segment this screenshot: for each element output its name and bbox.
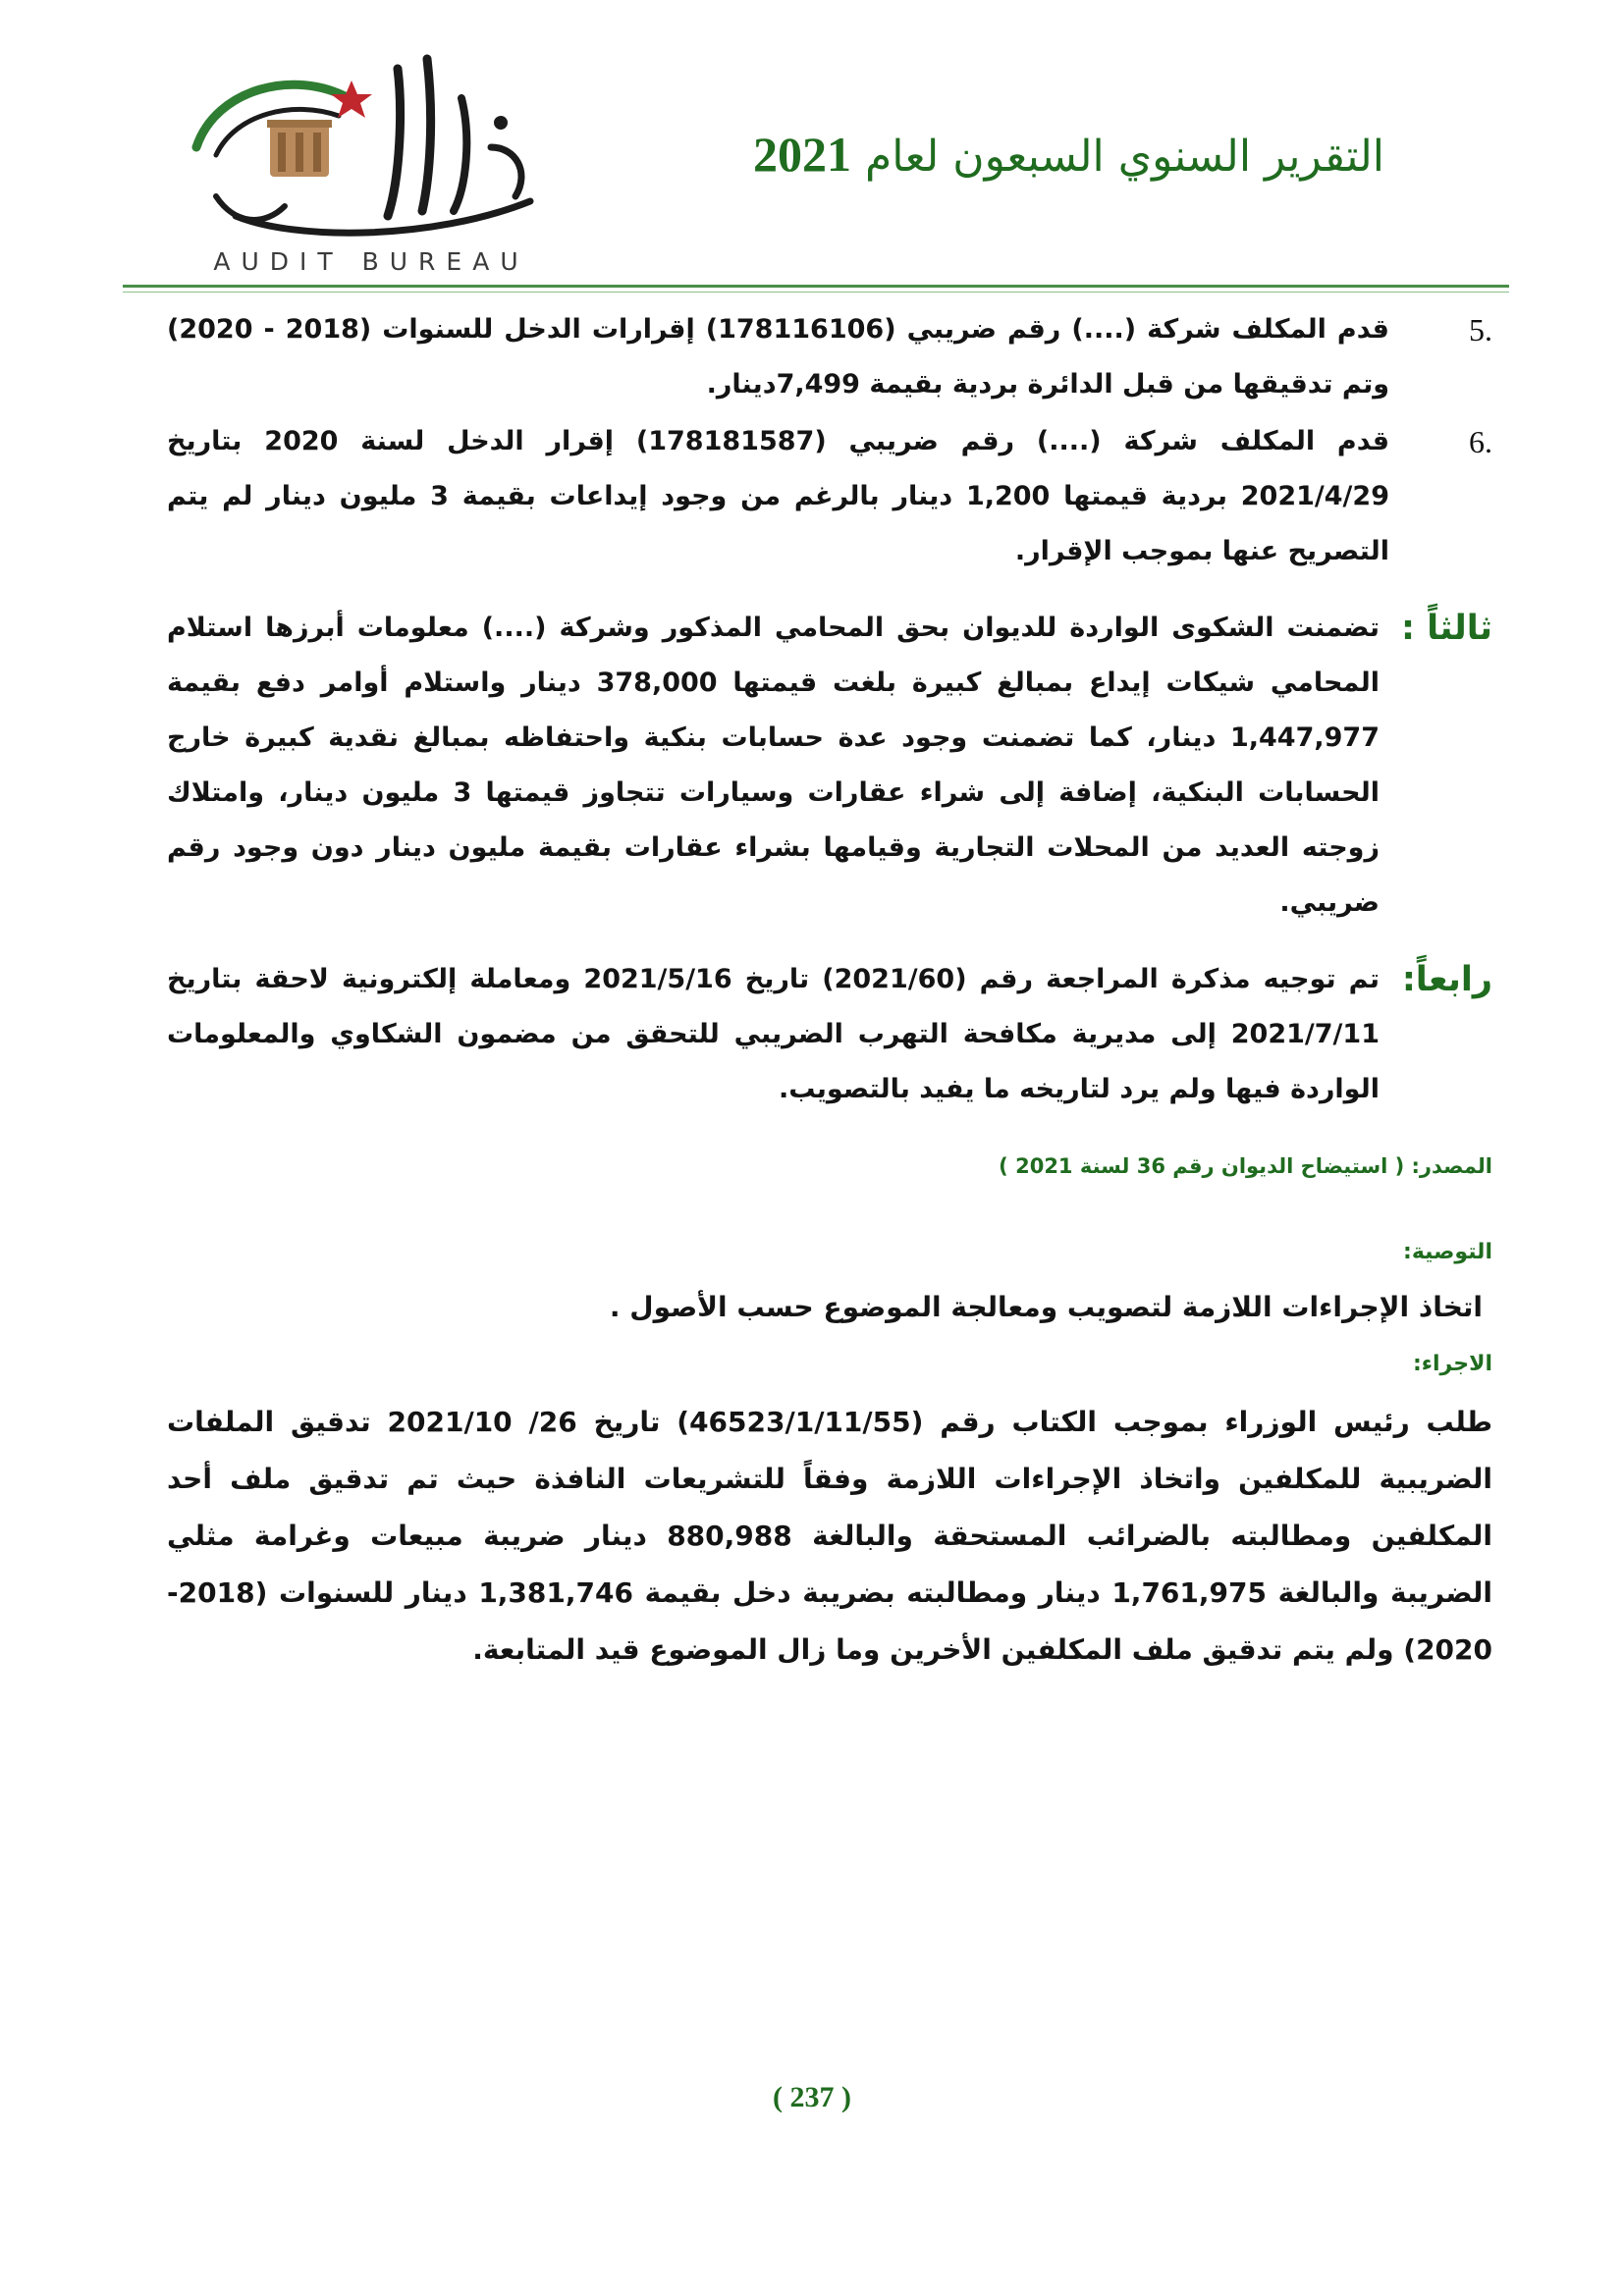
recommendation-heading: التوصية: <box>1403 1240 1492 1264</box>
numbered-item <box>167 414 1492 579</box>
report-body <box>167 302 1492 1679</box>
item-number: .6 <box>1469 424 1492 459</box>
header-divider-thin <box>123 292 1509 293</box>
section-third <box>167 601 1492 931</box>
section-text: تضمنت الشكوى الواردة للديوان بحق المحامي المذكور وشركة (....) معلومات أبرزها استلام المحامي شيكات إيداع بمبالغ كبيرة بلغت قيمتها 378,000 دينار واستلام أوامر دفع بقيمة 1,447,977 دينار، كما تضمنت وجود عدة حسابات بنكية واحتفاظه بمبالغ نقدية كبيرة خارج الحسابات البنكية، إضافة إلى شراء عقارات وسيارات تتجاوز قيمتها 3 مليون دينار، وامتلاك زوجته العديد من المحلات التجارية وقيامها بشراء عقارات بقيمة مليون دينار دون وجود رقم ضريبي. <box>167 613 1380 918</box>
action-text: طلب رئيس الوزراء بموجب الكتاب رقم (46523/1/11/55) تاريخ 26/ 2021/10 تدقيق الملفات الضريبية للمكلفين واتخاذ الإجراءات اللازمة وفقاً للتشريعات النافذة حيث تم تدقيق ملف أحد المكلفين ومطالبته بالضرائب المستحقة والبالغة 880,988 دينار ضريبة مبيعات وغرامة مثلي الضريبة والبالغة 1,761,975 دينار ومطالبته بضريبة دخل بقيمة 1,381,746 دينار للسنوات (2018-2020) ولم يتم تدقيق ملف المكلفين الأخرين وما زال الموضوع قيد المتابعة. <box>167 1406 1493 1666</box>
report-title-text: التقرير السنوي السبعون لعام <box>865 132 1384 182</box>
section-text: تم توجيه مذكرة المراجعة رقم (2021/60) تاريخ 2021/5/16 ومعاملة إلكترونية لاحقة بتاريخ 2021/7/11 إلى مديرية مكافحة التهرب الضريبي للتحقق من مضمون الشكاوي والمعلومات الواردة فيها ولم يرد لتاريخه ما يفيد بالتصويب. <box>167 964 1380 1104</box>
report-title <box>677 126 1384 183</box>
numbered-item <box>167 302 1492 412</box>
action-heading: الاجراء: <box>1412 1352 1492 1376</box>
source-note: المصدر: ( استيضاح الديوان رقم 36 لسنة 2021 ) <box>999 1154 1492 1178</box>
item-number: .5 <box>1469 312 1492 347</box>
header-divider <box>123 285 1509 288</box>
logo-latin-text: AUDIT BUREAU <box>213 247 529 276</box>
recommendation-text: اتخاذ الإجراءات اللازمة لتصويب ومعالجة الموضوع حسب الأصول . <box>609 1291 1483 1323</box>
page-header <box>0 0 1624 294</box>
section-label: ثالثاً : <box>1400 609 1492 648</box>
audit-bureau-logo <box>177 29 560 276</box>
report-year: 2021 <box>753 127 852 182</box>
item-text: قدم المكلف شركة (....) رقم ضريبي (178181587) إقرار الدخل لسنة 2020 بتاريخ 2021/4/29 بردية قيمتها 1,200 دينار بالرغم من وجود إيداعات بقيمة 3 مليون دينار لم يتم التصريح عنها بموجب الإقرار. <box>167 426 1389 566</box>
item-text: قدم المكلف شركة (....) رقم ضريبي (178116106) إقرارات الدخل للسنوات (2018 - 2020) وتم تدقيقها من قبل الدائرة بردية بقيمة 7,499دينار. <box>167 314 1389 400</box>
logo-emblem-icon <box>177 29 560 255</box>
section-label: رابعاً: <box>1401 960 1492 999</box>
page-number: ( 237 ) <box>773 2081 851 2113</box>
section-fourth <box>167 952 1492 1117</box>
